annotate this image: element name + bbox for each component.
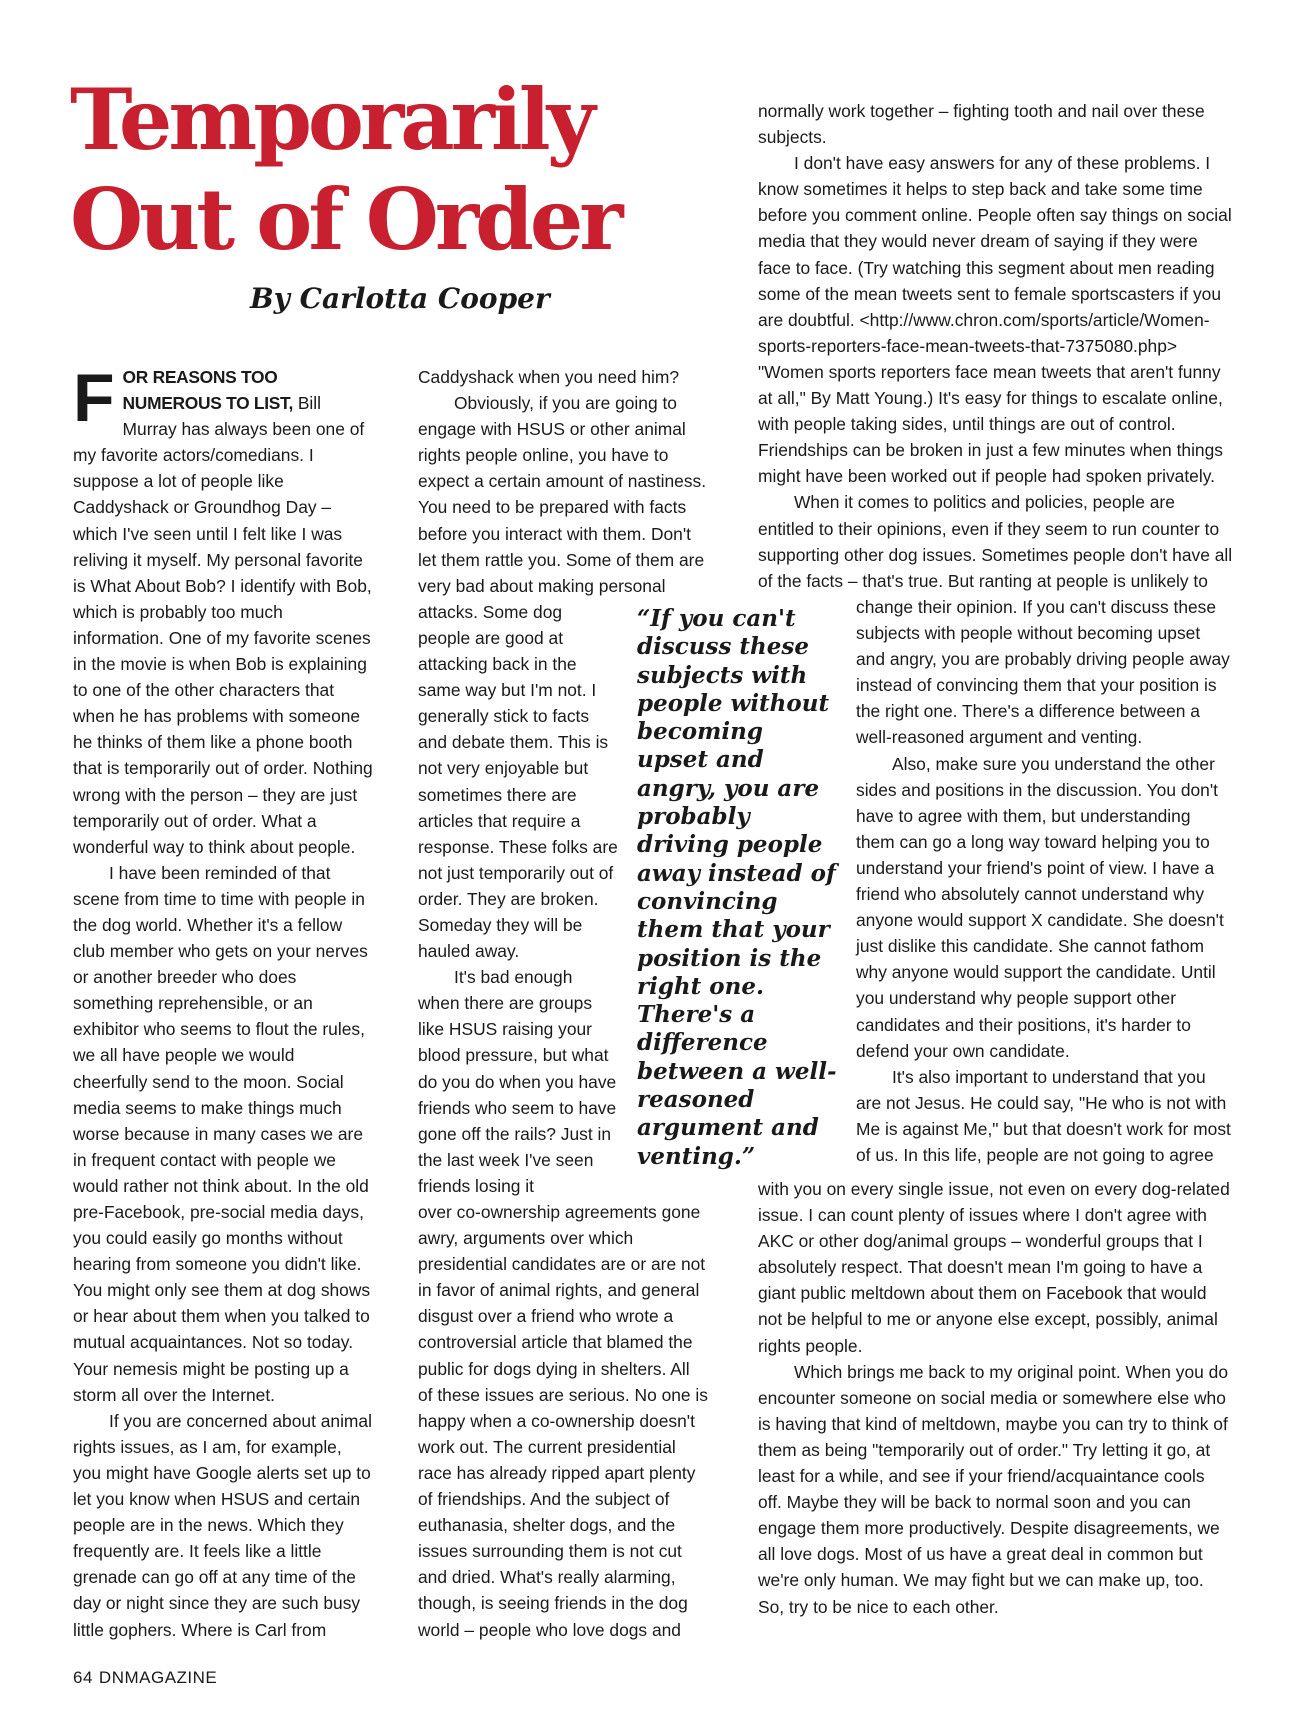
title-line-1: Temporarily [70,70,592,169]
paragraph-10: Which brings me back to my original point. When you do encounter someone on social media or somewhere else who is having that kind of meltdown, maybe you can try to think of them as being "temporarily out of order." Try letting it go, at least for a while, and see if your friend/acquaintance cools off. Maybe they will be back to normal soon and you can engage them more productively. Despite disagreements, we all love dogs. Most of us have a great deal in common but we're only human. We may fight but we can make up, too. So, try to be nice to each other. [758,1361,1229,1617]
paragraph-9-continued: with you on every single issue, not even on every dog-related issue. I can count plenty of issues where I don't agree with AKC or other dog/animal groups – wonderful groups that I absolutely respect. That doesn't mean I'm going to have a giant public meltdown about them on Facebook that would not be helpful to me or anyone else except, possibly, animal rights people. [758,1179,1230,1356]
paragraph-5-continued-2: normally work together – fighting tooth and nail over these subjects. [758,101,1205,148]
byline: By Carlotta Cooper [250,282,550,315]
paragraph-4: Obviously, if you are going to engage with HSUS or other animal rights people online, you have to expect a certain amount of nastiness. You need to be prepared with facts before you interact with them. Don't let them rattle you. Some of them are very bad about making personal [418,393,707,596]
paragraph-1-text: Bill Murray has always been one of my favorite actors/comedians. I suppose a lot of people like Caddyshack or Groundhog Day – which I've seen until I felt like I was reliving it myself. My personal favorite is What About Bob? I identify with Bob, which is probably too much information. One of my favorite scenes in the movie is when Bob is explaining to one of the other characters that when he has problems with someone he thinks of them like a phone booth that is temporarily out of order. Nothing wrong with the person – they are just temporarily out of order. What a wonderful way to think about people. [73,393,373,857]
paragraph-1 [73,360,373,860]
paragraph-7: When it comes to politics and policies, people are entitled to their opinions, even if they seem to run counter to supporting other dog issues. Sometimes people don't have all of the facts – that's true. But ranting at people is unlikely to [758,492,1233,591]
column-1 [73,360,373,1643]
pull-quote: “If you can't discuss these subjects with people without becoming upset and angry, you are probably driving people away instead of convincing them that your position is the right one. There's a difference between a well-reasoned argument and venting.” [637,605,837,1170]
paragraph-5-continued: over co-ownership agreements gone awry, arguments over which presidential candidates are or are not in favor of animal rights, and general disgust over a friend who wrote a controversial article that blamed the public for dogs dying in shelters. All of these issues are serious. No one is happy when a co-ownership doesn't work out. The current presidential race has already ripped apart plenty of friendships. And the subject of euthanasia, shelter dogs, and the issues surrounding them is not cut and dried. What's really alarming, though, is seeing friends in the dog world – people who love dogs and [418,1202,708,1640]
column-2-narrow [418,599,618,1199]
paragraph-6: I don't have easy answers for any of these problems. I know sometimes it helps to step back and take some time before you comment online. People often say things on social media that they would never dream of saying if they were face to face. (Try watching this segment about men reading some of the mean tweets sent to female sportscasters if you are doubtful. <http://www.chron.com/sports/article/Women-sports-reporters-face-mean-tweets-that-7375080.php> "Women sports reporters face mean tweets that aren't funny at all," By Matt Young.) It's easy for things to escalate online, with people taking sides, until things are out of control. Friendships can be broken in just a few minutes when things might have been worked out if people had spoken privately. [758,153,1232,487]
drop-cap: F [73,360,115,436]
paragraph-9: It's also important to understand that you are not Jesus. He could say, "He who is not with Me is against Me," but that doesn't work for most of us. In this life, people are not going to agree [856,1066,1231,1165]
column-3-middle [856,594,1232,1168]
paragraph-5: It's bad enough when there are groups like HSUS raising your blood pressure, but what do you do when you have friends who seem to have gone off the rails? Just in the last week I've seen friends losing it [418,967,617,1196]
article-title [70,70,710,270]
page-number: 64 [73,1668,93,1687]
paragraph-8: Also, make sure you understand the other sides and positions in the discussion. You don't have to agree with them, but understanding them can go a long way toward helping you to understand your friend's point of view. I have a friend who absolutely cannot understand why anyone would support X candidate. She doesn't just dislike this candidate. She cannot fathom why anyone would support the candidate. Until you understand why people support other candidates and their positions, it's harder to defend your own candidate. [856,753,1224,1061]
publication-name: DNMAGAZINE [98,1668,218,1687]
paragraph-3: If you are concerned about animal rights issues, as I am, for example, you might have Google alerts set up to let you know when HSUS and certain people are in the news. Which they frequently are. It feels like a little grenade can go off at any time of the day or night since they are such busy little gophers. Where is Carl from [73,1410,372,1640]
paragraph-3-continued: Caddyshack when you need him? [418,367,680,387]
lead-in: OR REASONS TOO NUMEROUS TO LIST, [122,367,293,414]
paragraph-4-continued: attacks. Some dog people are good at attacking back in the same way but I'm not. I generally stick to facts and debate them. This is not very enjoyable but sometimes there are articles that require a response. These folks are not just temporarily out of order. They are broken. Someday they will be hauled away. [418,601,618,962]
paragraph-7-continued: change their opinion. If you can't discuss these subjects with people without becoming upset and angry, you are probably driving people away instead of convincing them that your position is the right one. There's a difference between a well-reasoned argument and venting. [856,597,1230,748]
title-line-2: Out of Order [70,170,620,269]
column-3-top [758,98,1233,594]
column-3-bottom [758,1176,1233,1620]
page-footer [73,1668,223,1688]
paragraph-2: I have been reminded of that scene from time to time with people in the dog world. Whether it's a fellow club member who gets on your nerves or another breeder who does something reprehensible, or an exhibitor who seems to flout the rules, we all have people we would cheerfully send to the moon. Social media seems to make things much worse because in many cases we are in frequent contact with people we would rather not think about. In the old pre-Facebook, pre-social media days, you could easily go months without hearing from someone you didn't like. You might only see them at dog shows or hear about them when you talked to mutual acquaintances. Not so today. Your nemesis might be posting up a storm all over the Internet. [73,862,371,1405]
